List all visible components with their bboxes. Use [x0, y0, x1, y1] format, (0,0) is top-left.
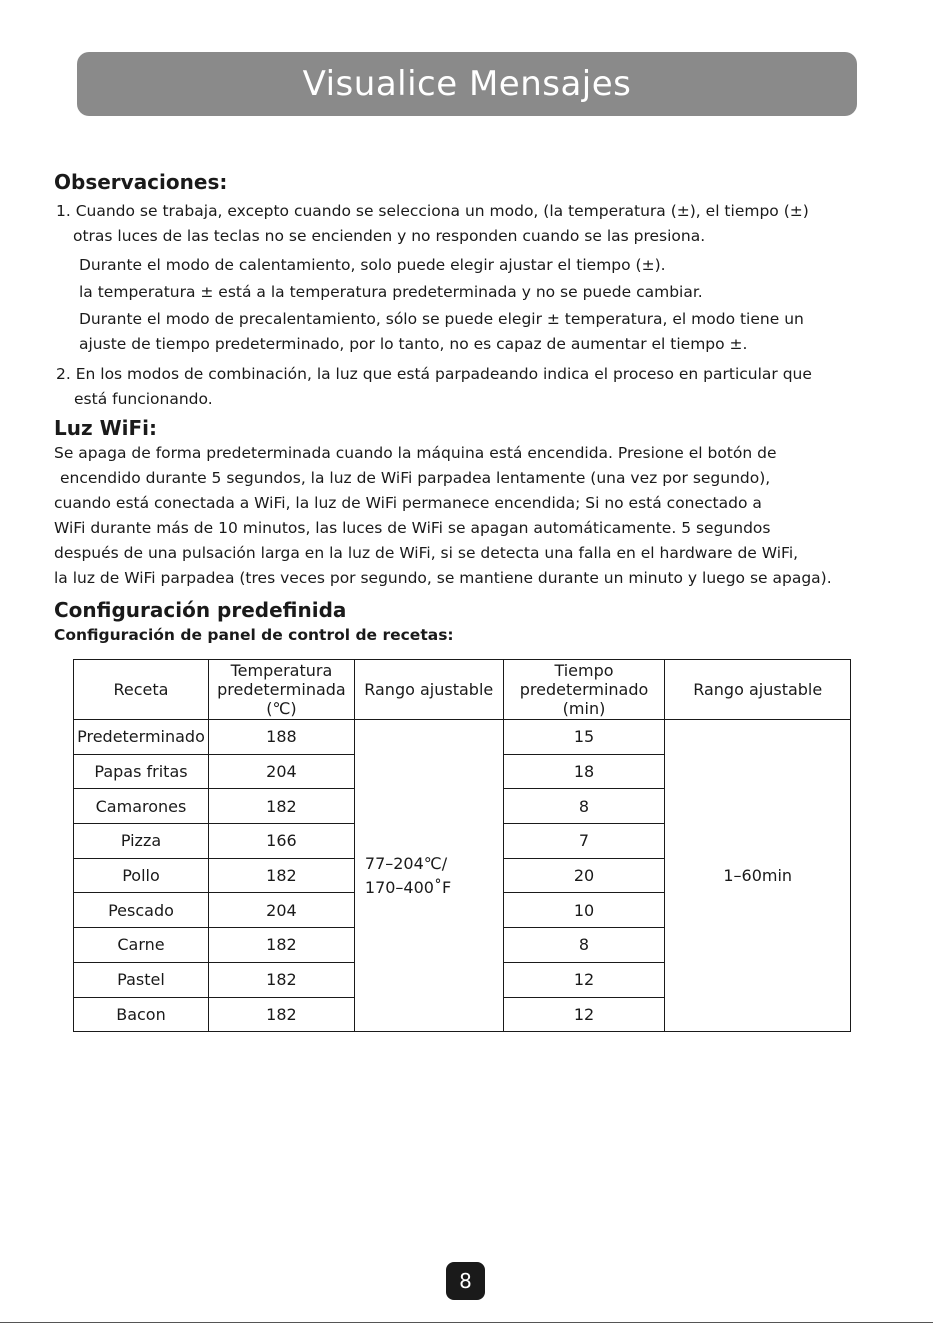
cell-temp: 166 [208, 824, 354, 859]
cell-temp: 188 [208, 720, 354, 755]
observaciones-line: 2. En los modos de combinación, la luz que está parpadeando indica el proceso en particular que [56, 365, 812, 383]
observaciones-line: 1. Cuando se trabaja, excepto cuando se selecciona un modo, (la temperatura (±), el tiempo (±) [56, 202, 809, 220]
table-header-row [74, 660, 851, 720]
wifi-line: WiFi durante más de 10 minutos, las luces de WiFi se apagan automáticamente. 5 segundos [54, 519, 771, 537]
table-row [74, 720, 851, 755]
cell-recipe: Carne [74, 928, 209, 963]
cell-temp: 182 [208, 928, 354, 963]
observaciones-line: está funcionando. [74, 390, 213, 408]
cell-time: 12 [503, 962, 665, 997]
observaciones-line: la temperatura ± está a la temperatura predeterminada y no se puede cambiar. [79, 283, 703, 301]
cell-recipe: Pizza [74, 824, 209, 859]
observaciones-heading: Observaciones: [54, 170, 228, 194]
cell-recipe: Bacon [74, 997, 209, 1032]
cell-time: 10 [503, 893, 665, 928]
wifi-line: Se apaga de forma predeterminada cuando la máquina está encendida. Presione el botón de [54, 444, 777, 462]
page-number-badge [446, 1262, 485, 1300]
cell-temp: 204 [208, 754, 354, 789]
page-title: Visualice Mensajes [302, 64, 632, 104]
cell-temp: 182 [208, 962, 354, 997]
wifi-heading: Luz WiFi: [54, 416, 158, 440]
cell-recipe: Predeterminado [74, 720, 209, 755]
cell-temp: 182 [208, 997, 354, 1032]
header-time-range: Rango ajustable [665, 660, 851, 720]
title-banner [77, 52, 857, 116]
page-number: 8 [459, 1269, 472, 1293]
wifi-line: la luz de WiFi parpadea (tres veces por segundo, se mantiene durante un minuto y luego se apaga). [54, 569, 832, 587]
cell-recipe: Pastel [74, 962, 209, 997]
observaciones-line: Durante el modo de calentamiento, solo puede elegir ajustar el tiempo (±). [79, 256, 666, 274]
header-temp-range: Rango ajustable [354, 660, 503, 720]
cell-temp-range: 77–204℃/ 170–400˚F [354, 720, 503, 1032]
config-heading: Configuración predefinida [54, 598, 347, 622]
cell-time: 18 [503, 754, 665, 789]
cell-time: 12 [503, 997, 665, 1032]
cell-temp: 182 [208, 858, 354, 893]
observaciones-line: ajuste de tiempo predeterminado, por lo tanto, no es capaz de aumentar el tiempo ±. [79, 335, 748, 353]
observaciones-line: otras luces de las teclas no se encienden y no responden cuando se las presiona. [73, 227, 706, 245]
header-time: Tiempo predeterminado (min) [503, 660, 665, 720]
cell-temp: 182 [208, 789, 354, 824]
config-subheading: Configuración de panel de control de recetas: [54, 626, 454, 644]
wifi-line: después de una pulsación larga en la luz de WiFi, si se detecta una falla en el hardware de WiFi, [54, 544, 799, 562]
cell-time: 8 [503, 789, 665, 824]
cell-recipe: Pescado [74, 893, 209, 928]
cell-recipe: Camarones [74, 789, 209, 824]
cell-recipe: Pollo [74, 858, 209, 893]
cell-time: 15 [503, 720, 665, 755]
recipe-table [73, 659, 851, 1032]
cell-recipe: Papas fritas [74, 754, 209, 789]
cell-time: 7 [503, 824, 665, 859]
wifi-line: cuando está conectada a WiFi, la luz de WiFi permanece encendida; Si no está conectado a [54, 494, 762, 512]
cell-time: 8 [503, 928, 665, 963]
cell-time: 20 [503, 858, 665, 893]
wifi-line: encendido durante 5 segundos, la luz de WiFi parpadea lentamente (una vez por segundo), [60, 469, 771, 487]
bottom-divider [0, 1322, 933, 1323]
cell-time-range: 1–60min [665, 720, 851, 1032]
cell-temp: 204 [208, 893, 354, 928]
observaciones-line: Durante el modo de precalentamiento, sólo se puede elegir ± temperatura, el modo tiene un [79, 310, 804, 328]
header-temp: Temperatura predeterminada (℃) [208, 660, 354, 720]
header-recipe: Receta [74, 660, 209, 720]
